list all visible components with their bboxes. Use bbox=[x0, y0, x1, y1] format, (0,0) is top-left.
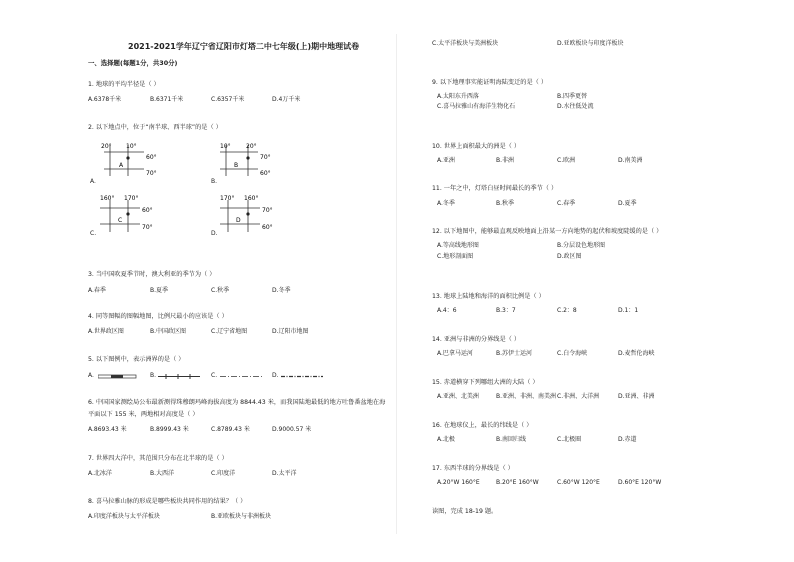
q11-option-c: C.春季 bbox=[557, 200, 576, 207]
q2-option-c: C. bbox=[90, 230, 97, 237]
q12-option-c: C.地形剖面图 bbox=[437, 253, 474, 260]
q17-option-a: A.20°W 160°E bbox=[437, 479, 480, 486]
q6-option-d: D.9000.57 米 bbox=[272, 426, 312, 433]
question-9: 9. 以下地理事实能证明海陆变迁的是（ ） bbox=[432, 79, 548, 86]
q8-option-d: D.亚欧板块与印度洋板块 bbox=[557, 40, 624, 47]
section-heading: 一、选择题(每题1分，共30分) bbox=[88, 59, 178, 67]
question-7: 7. 世界四大洋中，其范围只分布在北半球的是（ ） bbox=[88, 455, 228, 462]
q8-option-a: A.印度洋板块与太平洋板块 bbox=[88, 513, 160, 520]
q7-option-c: C.印度洋 bbox=[211, 470, 236, 477]
map-d-lat-bottom: 60° bbox=[262, 224, 273, 231]
map-grid-c bbox=[96, 192, 160, 236]
q9-option-c: C.喜马拉雅山有海洋生物化石 bbox=[437, 103, 516, 110]
map-grid-d bbox=[216, 192, 280, 236]
q5-option-b: B. bbox=[150, 372, 157, 379]
q13-option-a: A.4：6 bbox=[437, 307, 457, 314]
q17-option-b: B.20°E 160°W bbox=[496, 479, 539, 486]
q9-option-a: A.太阳东升西落 bbox=[437, 93, 479, 100]
q11-option-d: D.夏季 bbox=[618, 200, 637, 207]
q2-option-d: D. bbox=[211, 230, 218, 237]
question-12: 12. 以下地图中，能够最直观反映地面上沿某一方向地势的起伏和坡度陡缓的是（ ） bbox=[432, 228, 663, 235]
question-6-line-2: 平面以下 155 米，两地相对高度是（ ） bbox=[88, 411, 199, 418]
q7-option-b: B.大西洋 bbox=[150, 470, 175, 477]
reading-instruction: 读图，完成 18-19 题。 bbox=[432, 508, 498, 515]
legend-d-symbol bbox=[281, 374, 325, 379]
q10-option-d: D.南美洲 bbox=[618, 157, 643, 164]
q12-option-b: B.分层设色地形图 bbox=[557, 242, 606, 249]
q16-option-c: C.北极圈 bbox=[557, 436, 582, 443]
map-d-lon-right: 160° bbox=[244, 195, 259, 202]
q8-option-b: B.亚欧板块与非洲板块 bbox=[211, 513, 272, 520]
q2-option-a: A. bbox=[90, 178, 96, 185]
question-2: 2. 以下地点中，位于“南半球、西半球”的是（ ） bbox=[88, 124, 222, 131]
q10-option-b: B.非洲 bbox=[496, 157, 515, 164]
q15-option-d: D.亚洲、非洲 bbox=[618, 393, 655, 400]
question-13: 13. 地球上陆地和海洋的面积比例是（ ） bbox=[432, 293, 545, 300]
q16-option-a: A.北极 bbox=[437, 436, 455, 443]
q6-option-c: C.8789.43 米 bbox=[211, 426, 250, 433]
q15-option-a: A.亚洲、北美洲 bbox=[437, 393, 479, 400]
map-a-lon-left: 20° bbox=[101, 143, 112, 150]
q15-option-b: B.亚洲、非洲、南美洲 bbox=[496, 393, 557, 400]
q13-option-b: B.3：7 bbox=[496, 307, 516, 314]
map-b-point: B bbox=[234, 162, 239, 169]
q1-option-b: B.6371千米 bbox=[150, 96, 184, 103]
map-a-lat-top: 60° bbox=[146, 154, 157, 161]
map-c-lon-right: 170° bbox=[124, 195, 139, 202]
map-c-lon-left: 160° bbox=[100, 195, 115, 202]
q1-option-d: D.4万千米 bbox=[272, 96, 301, 103]
question-5: 5. 以下图例中，表示洲界的是（ ） bbox=[88, 356, 185, 363]
q1-option-a: A.6378千米 bbox=[88, 96, 122, 103]
map-grid-b bbox=[216, 140, 280, 182]
q3-option-b: B.夏季 bbox=[150, 287, 169, 294]
q3-option-a: A.春季 bbox=[88, 287, 106, 294]
q13-option-c: C.2：8 bbox=[557, 307, 577, 314]
map-b-lat-top: 70° bbox=[260, 154, 271, 161]
column-divider bbox=[396, 34, 397, 534]
q15-option-c: C.非洲、大洋洲 bbox=[557, 393, 600, 400]
q16-option-b: B.南回归线 bbox=[496, 436, 527, 443]
question-17: 17. 东西半球的分界线是（ ） bbox=[432, 465, 514, 472]
question-15: 15. 赤道横穿下列哪组大洲的大陆（ ） bbox=[432, 379, 539, 386]
map-d-point: D bbox=[236, 217, 241, 224]
q6-option-b: B.8999.43 米 bbox=[150, 426, 189, 433]
q14-option-b: B.苏伊士运河 bbox=[496, 350, 533, 357]
question-6-line-1: 6. 中国国家测绘局公布最新测得珠穆朗玛峰海拔高度为 8844.43 米，而我国陆地最低的地方吐鲁番盆地在海 bbox=[88, 399, 386, 406]
q4-option-b: B.中国政区图 bbox=[150, 328, 187, 335]
q2-option-b: B. bbox=[211, 178, 218, 185]
exam-title: 2021-2021学年辽宁省辽阳市灯塔二中七年级(上)期中地理试卷 bbox=[128, 42, 360, 51]
q9-option-d: D.水往低处流 bbox=[557, 103, 594, 110]
map-grid-a bbox=[96, 140, 160, 182]
question-1: 1. 地球的平均半径是（ ） bbox=[88, 81, 160, 88]
question-8: 8. 喜马拉雅山脉的形成是哪些板块共同作用的结果？（ ） bbox=[88, 498, 247, 505]
map-c-point: C bbox=[118, 217, 123, 224]
q7-option-a: A.北冰洋 bbox=[88, 470, 112, 477]
q8-option-c: C.太平洋板块与美洲板块 bbox=[432, 40, 499, 47]
q4-option-d: D.辽阳市地图 bbox=[272, 328, 309, 335]
q14-option-a: A.巴拿马运河 bbox=[437, 350, 473, 357]
question-11: 11. 一年之中，灯塔白昼时间最长的季节（ ） bbox=[432, 185, 558, 192]
map-c-lat-bottom: 70° bbox=[142, 224, 153, 231]
map-c-lat-top: 60° bbox=[142, 207, 153, 214]
q14-option-c: C.白令海峡 bbox=[557, 350, 588, 357]
q4-option-c: C.辽宁省地图 bbox=[211, 328, 248, 335]
q11-option-b: B.秋季 bbox=[496, 200, 515, 207]
q10-option-a: A.亚洲 bbox=[437, 157, 455, 164]
q9-option-b: B.四季更替 bbox=[557, 93, 588, 100]
question-16: 16. 在地球仪上，最长的纬线是（ ） bbox=[432, 422, 533, 429]
q6-option-a: A.8693.43 米 bbox=[88, 426, 127, 433]
map-d-lon-left: 170° bbox=[220, 195, 235, 202]
q5-option-c: C. bbox=[211, 372, 218, 379]
q12-option-a: A.等高线地形图 bbox=[437, 242, 479, 249]
map-a-point: A bbox=[119, 162, 124, 169]
question-3: 3. 当中国吹夏季节时，澳大利亚的季节为（ ） bbox=[88, 271, 216, 278]
map-d-lat-top: 70° bbox=[262, 207, 273, 214]
map-b-lat-bottom: 60° bbox=[260, 170, 271, 177]
q5-option-a: A. bbox=[88, 372, 94, 379]
legend-c-symbol bbox=[220, 374, 264, 379]
q4-option-a: A.世界政区图 bbox=[88, 328, 124, 335]
legend-a-symbol bbox=[98, 374, 138, 379]
q17-option-d: D.60°E 120°W bbox=[618, 479, 662, 486]
question-10: 10. 世界上面积最大的洲是（ ） bbox=[432, 143, 521, 150]
map-a-lat-bottom: 70° bbox=[146, 170, 157, 177]
q1-option-c: C.6357千米 bbox=[211, 96, 245, 103]
q5-option-d: D. bbox=[272, 372, 279, 379]
question-14: 14. 亚洲与非洲的分界线是（ ） bbox=[432, 336, 521, 343]
q3-option-d: D.冬季 bbox=[272, 287, 291, 294]
map-b-lon-left: 10° bbox=[220, 143, 231, 150]
q14-option-d: D.麦哲伦海峡 bbox=[618, 350, 655, 357]
q17-option-c: C.60°W 120°E bbox=[557, 479, 600, 486]
question-4: 4. 同等图幅的图幅地图，比例尺最小的应该是（ ） bbox=[88, 313, 228, 320]
q7-option-d: D.太平洋 bbox=[272, 470, 297, 477]
q13-option-d: D.1：1 bbox=[618, 307, 639, 314]
q16-option-d: D.赤道 bbox=[618, 436, 637, 443]
q10-option-c: C.欧洲 bbox=[557, 157, 576, 164]
q12-option-d: D.政区图 bbox=[557, 253, 582, 260]
map-b-lon-right: 20° bbox=[246, 143, 257, 150]
q11-option-a: A.冬季 bbox=[437, 200, 455, 207]
map-a-lon-right: 10° bbox=[126, 143, 137, 150]
legend-b-symbol bbox=[158, 374, 202, 379]
q3-option-c: C.秋季 bbox=[211, 287, 230, 294]
